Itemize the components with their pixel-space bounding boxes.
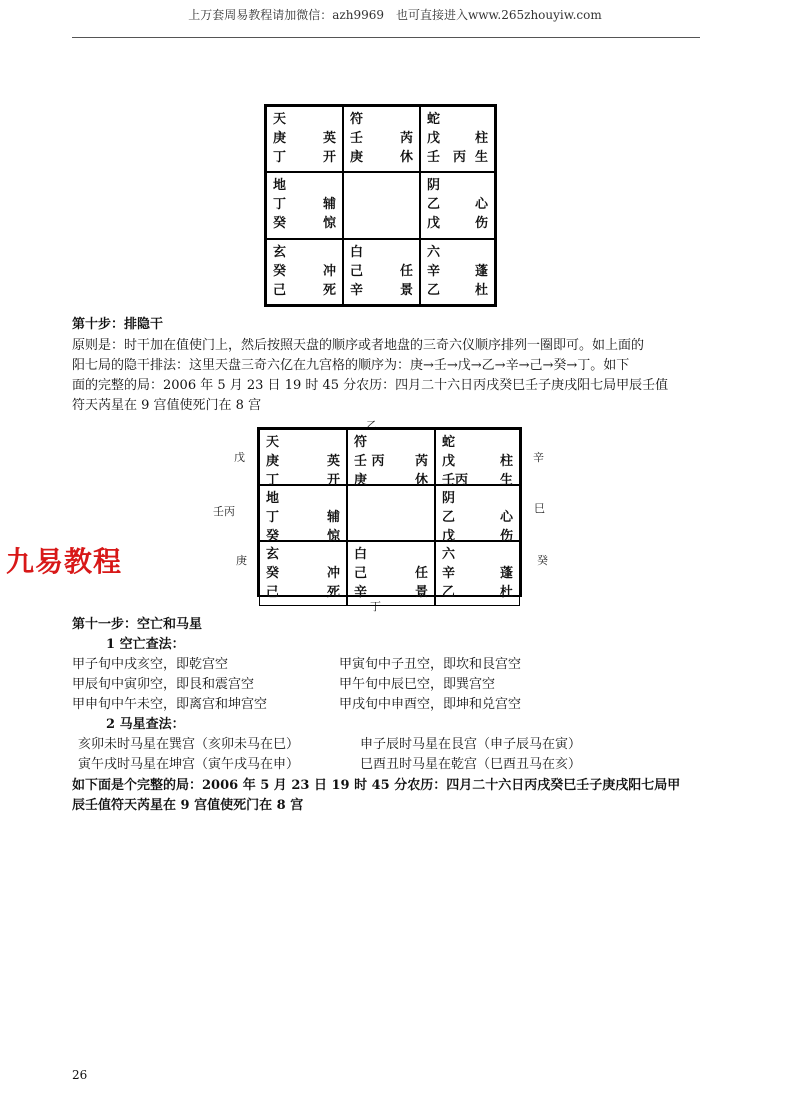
palace-row — [273, 214, 336, 233]
palace-deity: 阴 — [442, 491, 456, 506]
kong-item: 甲子旬中戌亥空，即乾宫空 — [72, 657, 229, 672]
palace-stem: 乙 — [427, 197, 441, 212]
palace-row — [427, 148, 488, 167]
palace-row — [266, 583, 340, 602]
palace-star-door: 杜 — [474, 283, 488, 298]
palace-star-door: 冲 — [322, 264, 336, 279]
page-header: 上万套周易教程请加微信：azh9969 也可直接进入www.265zhouyiw.com — [188, 8, 602, 22]
kong-left-col — [72, 655, 267, 715]
palace-star-door: 伤 — [474, 216, 488, 231]
ma-item: 申子辰时马星在艮宫（申子辰马在寅） — [360, 737, 582, 752]
palace-star-door: 英 — [322, 131, 336, 146]
palace-stem: 己 — [350, 264, 364, 279]
palace-stem: 壬 丙 — [427, 150, 467, 165]
palace-row — [273, 262, 336, 281]
palace-star-door: 死 — [322, 283, 336, 298]
palace-star-door: 休 — [414, 473, 428, 488]
palace-row — [427, 262, 488, 281]
palace-stem: 己 — [266, 585, 280, 600]
palace-deity: 地 — [273, 178, 287, 193]
palace-deity: 天 — [273, 112, 287, 127]
palace-star-door: 景 — [414, 585, 428, 600]
palace-deity: 玄 — [266, 547, 280, 562]
palace-cell — [266, 172, 343, 239]
palace-star-door: 惊 — [322, 216, 336, 231]
palace-stem: 丁 — [273, 150, 287, 165]
chart2-bottom-label: 丁 — [370, 600, 381, 613]
qimen-chart-2 — [257, 427, 522, 600]
palace-stem: 庚 — [350, 150, 364, 165]
palace-stem: 辛 — [427, 264, 441, 279]
palace-stem: 辛 — [350, 283, 364, 298]
palace-star-door: 任 — [414, 566, 428, 581]
palace-star-door: 柱 — [499, 454, 513, 469]
palace-stem: 乙 — [442, 510, 456, 525]
kong-item: 甲戌旬中申酉空，即坤和兑宫空 — [339, 697, 522, 712]
palace-cell — [420, 239, 495, 305]
palace-cell — [435, 429, 520, 488]
palace-row — [350, 129, 413, 148]
palace-row — [442, 508, 513, 527]
palace-cell — [259, 429, 347, 488]
kong-item: 甲寅旬中子丑空，即坎和艮宫空 — [339, 657, 522, 672]
palace-deity: 蛇 — [427, 112, 441, 127]
palace-star-door: 冲 — [326, 566, 340, 581]
palace-star-door: 景 — [399, 283, 413, 298]
palace-stem: 壬 丙 — [354, 454, 385, 469]
palace-deity: 符 — [354, 435, 368, 450]
palace-cell — [266, 106, 343, 172]
palace-cell — [347, 429, 435, 488]
palace-stem: 丁 — [273, 197, 287, 212]
palace-row — [273, 148, 336, 167]
palace-cell — [266, 239, 343, 305]
palace-row — [273, 195, 336, 214]
ma-item: 巳酉丑时马星在乾宫（巳酉丑马在亥） — [360, 757, 582, 772]
palace-deity: 符 — [350, 112, 364, 127]
palace-stem: 戊 — [427, 216, 441, 231]
final-line: 如下面是个完整的局：2006 年 5 月 23 日 19 时 45 分农历：四月二十六日丙戌癸巳壬子庚戌阳七局甲 — [72, 778, 681, 793]
palace-stem: 庚 — [354, 473, 368, 488]
palace-stem: 丁 — [266, 510, 280, 525]
palace-star-door: 心 — [499, 510, 513, 525]
palace-row — [442, 583, 513, 602]
palace-row — [427, 281, 488, 300]
step10-line: 原则是：时干加在值使门上，然后按照天盘的顺序或者地盘的三奇六仪顺序排列一圈即可。如上面的 — [72, 338, 645, 353]
chart2-left-label: 壬丙 — [213, 505, 235, 518]
step10-line: 符天芮星在 9 宫值使死门在 8 宫 — [72, 398, 262, 413]
brand-watermark: 九易教程 — [6, 545, 123, 578]
palace-row — [273, 129, 336, 148]
chart2-right-label: 巳 — [534, 502, 545, 515]
palace-deity: 白 — [354, 547, 368, 562]
palace-cell — [347, 541, 435, 606]
step10-title: 第十步：排隐干 — [72, 317, 164, 332]
palace-star-door: 任 — [399, 264, 413, 279]
palace-row — [427, 129, 488, 148]
palace-row — [350, 281, 413, 300]
palace-star-door: 英 — [326, 454, 340, 469]
palace-cell — [259, 541, 347, 606]
palace-cell — [420, 172, 495, 239]
palace-cell — [435, 485, 520, 544]
step10-line: 面的完整的局：2006 年 5 月 23 日 19 时 45 分农历：四月二十六日丙戌癸巳壬子庚戌阳七局甲辰壬值 — [72, 378, 669, 393]
palace-stem: 己 — [273, 283, 287, 298]
palace-star-door: 生 — [474, 150, 488, 165]
final-line: 辰壬值符天芮星在 9 宫值使死门在 8 宫 — [72, 798, 304, 813]
chart2-left-label: 庚 — [236, 554, 247, 567]
ma-right-col — [360, 735, 581, 775]
palace-cell — [343, 106, 420, 172]
palace-star-door: 生 — [499, 473, 513, 488]
palace-row — [427, 195, 488, 214]
palace-stem: 戊 — [442, 529, 456, 544]
palace-stem: 癸 — [266, 529, 280, 544]
chart2-top-label: 乙 — [366, 419, 377, 432]
palace-deity: 蛇 — [442, 435, 456, 450]
palace-row — [350, 262, 413, 281]
palace-row — [266, 508, 340, 527]
chart2-right-label: 癸 — [537, 554, 548, 567]
palace-row — [266, 452, 340, 471]
palace-row — [354, 583, 428, 602]
palace-row — [273, 281, 336, 300]
palace-star-door: 休 — [399, 150, 413, 165]
chart2-right-label: 辛 — [533, 451, 544, 464]
palace-cell — [343, 239, 420, 305]
final-chart-description — [72, 776, 712, 816]
palace-row — [427, 214, 488, 233]
palace-deity: 地 — [266, 491, 280, 506]
palace-star-door: 杜 — [499, 585, 513, 600]
palace-row — [350, 148, 413, 167]
palace-row — [442, 564, 513, 583]
palace-stem: 癸 — [273, 216, 287, 231]
palace-row — [442, 452, 513, 471]
kong-item: 甲午旬中辰巳空，即巽宫空 — [339, 677, 496, 692]
palace-deity: 玄 — [273, 245, 287, 260]
header-rule — [72, 37, 700, 38]
chart2-left-label: 戊 — [234, 451, 245, 464]
qimen-chart-1 — [264, 104, 497, 307]
palace-stem: 癸 — [273, 264, 287, 279]
palace-stem: 戊 — [427, 131, 441, 146]
palace-star-door: 芮 — [399, 131, 413, 146]
palace-stem: 戊 — [442, 454, 456, 469]
palace-star-door: 芮 — [414, 454, 428, 469]
palace-cell — [420, 106, 495, 172]
palace-cell — [343, 172, 420, 239]
step11-title: 第十一步：空亡和马星 — [72, 617, 203, 632]
palace-row — [354, 452, 428, 471]
palace-stem: 乙 — [427, 283, 441, 298]
palace-stem: 辛 — [442, 566, 456, 581]
palace-stem: 丁 — [266, 473, 280, 488]
palace-star-door: 惊 — [326, 529, 340, 544]
step10-line: 阳七局的隐干排法：这里天盘三奇六亿在九宫格的顺序为：庚→壬→戊→乙→辛→己→癸→丁。如下 — [72, 358, 630, 373]
ma-title: 2 马星查法： — [106, 717, 185, 732]
palace-stem: 辛 — [354, 585, 368, 600]
palace-stem: 癸 — [266, 566, 280, 581]
palace-cell — [347, 485, 435, 541]
kong-right-col — [339, 655, 521, 715]
palace-row — [266, 564, 340, 583]
palace-stem: 庚 — [273, 131, 287, 146]
kong-item: 甲申旬中午未空，即离宫和坤宫空 — [72, 697, 268, 712]
page-number: 26 — [72, 1068, 88, 1082]
palace-star-door: 辅 — [322, 197, 336, 212]
palace-deity: 天 — [266, 435, 280, 450]
palace-row — [354, 564, 428, 583]
palace-star-door: 心 — [474, 197, 488, 212]
palace-cell — [259, 485, 347, 544]
palace-stem: 己 — [354, 566, 368, 581]
palace-stem: 乙 — [442, 585, 456, 600]
ma-item: 亥卯未时马星在巽宫（亥卯未马在巳） — [78, 737, 300, 752]
palace-star-door: 开 — [322, 150, 336, 165]
palace-deity: 阴 — [427, 178, 441, 193]
kong-title: 1 空亡查法： — [106, 637, 185, 652]
palace-stem: 壬 — [350, 131, 364, 146]
step10-paragraph — [72, 336, 702, 416]
palace-deity: 白 — [350, 245, 364, 260]
palace-star-door: 伤 — [499, 529, 513, 544]
kong-item: 甲辰旬中寅卯空，即艮和震宫空 — [72, 677, 255, 692]
palace-stem: 壬丙 — [442, 473, 469, 488]
palace-deity: 六 — [427, 245, 441, 260]
ma-item: 寅午戌时马星在坤宫（寅午戌马在申） — [78, 757, 300, 772]
ma-left-col — [78, 735, 299, 775]
palace-star-door: 蓬 — [499, 566, 513, 581]
palace-star-door: 开 — [326, 473, 340, 488]
palace-deity: 六 — [442, 547, 456, 562]
palace-star-door: 蓬 — [474, 264, 488, 279]
palace-star-door: 柱 — [474, 131, 488, 146]
palace-cell — [435, 541, 520, 606]
palace-stem: 庚 — [266, 454, 280, 469]
palace-star-door: 死 — [326, 585, 340, 600]
palace-star-door: 辅 — [326, 510, 340, 525]
